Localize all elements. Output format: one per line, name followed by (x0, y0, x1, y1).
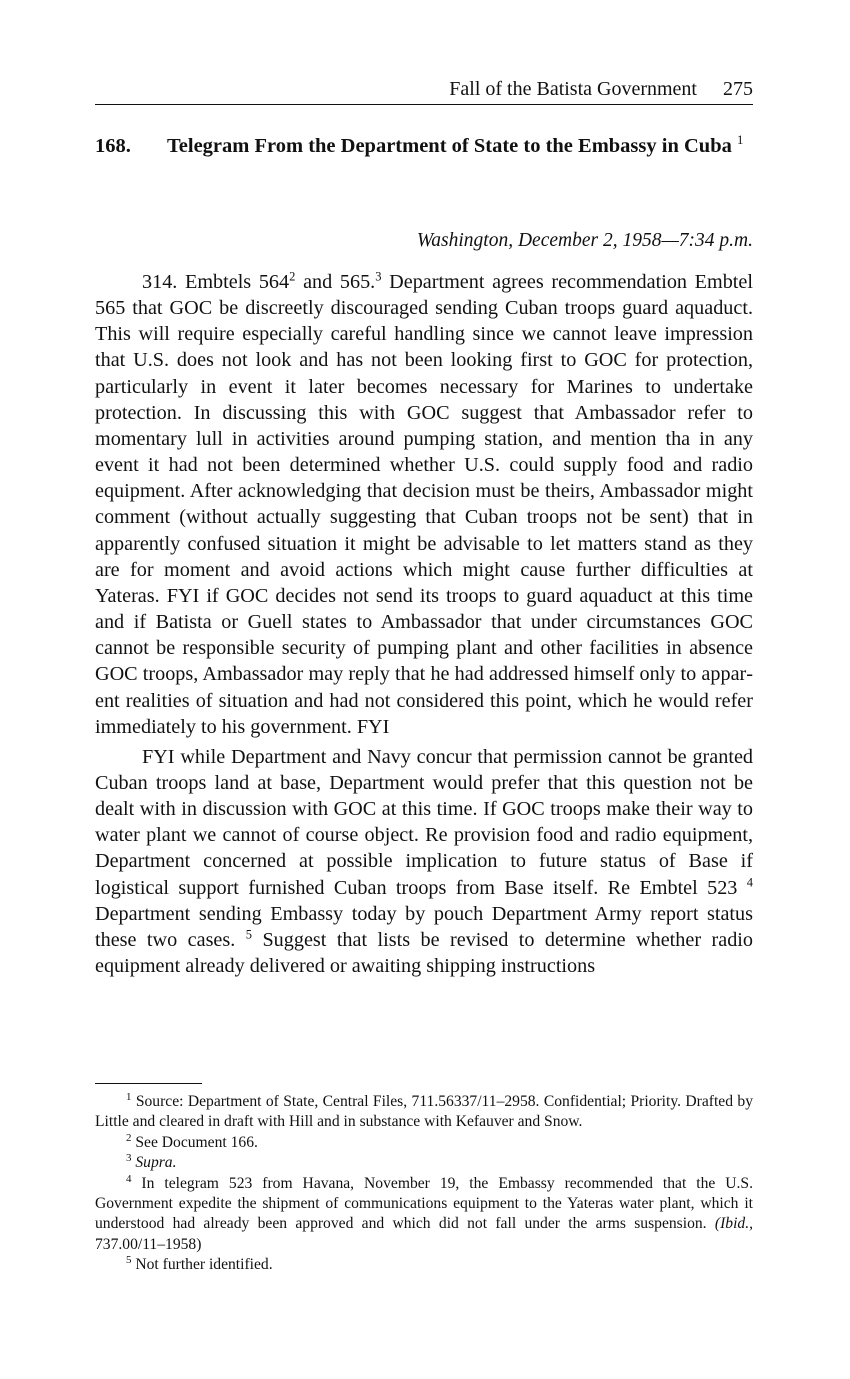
footnote-text: Supra. (131, 1154, 177, 1172)
footnote-ref: 4 (746, 874, 753, 889)
footnote-ref: 5 (245, 927, 252, 942)
footnote-ref: 1 (736, 133, 744, 148)
document-number: 168. (95, 135, 131, 157)
footnote-ref: 2 (289, 269, 296, 284)
paragraph-text: Department sending Embassy today by pouch Department Army report status these two cases. (95, 902, 753, 951)
footnote (95, 1092, 753, 1133)
footnote-divider (95, 1083, 202, 1084)
telegram-body (95, 269, 753, 979)
footnote-text: See Document 166. (131, 1133, 258, 1151)
paragraph-text: and 565. (295, 271, 376, 293)
footnote-text: Source: Department of State, Central Files, 711.56337/11–2958. Confidential; Priority. Drafted by Little and cleared in draft with Hill and in substance with Kefauver and Snow. (95, 1093, 753, 1131)
paragraph-text: FYI while Department and Navy concur that permission cannot be granted Cuban troops land at base, Department would prefer that this question not be dealt with in discussion with GOC at this time. If GOC troops make their way to water plant we cannot of course object. Re provision food and radio equipment, Department concerned at possible implication to future status of Base if logistical support furnished Cuban troops from Base itself. Re Embtel 523 (95, 745, 753, 899)
document-title (167, 133, 753, 159)
footnote-text: In telegram 523 from Havana, November 19, the Embassy recommended that the U.S. Government expedite the shipment of communications equipment to the Yateras water plant, which it understood had already been approved and which did not fall under the arms suspension. (95, 1174, 753, 1233)
footnotes (95, 1092, 753, 1276)
body-paragraph (95, 269, 753, 740)
footnote (95, 1133, 753, 1153)
paragraph-text: Suggest that lists be revised to determine whether radio equipment already delivered or awaiting shipping instructions (95, 928, 753, 978)
document-title-text: Telegram From the Department of State to the Embassy in Cuba (167, 135, 732, 157)
page-number: 275 (723, 78, 753, 100)
running-head (95, 78, 753, 105)
paragraph-text: 314. Embtels 564 (142, 271, 290, 293)
footnote-mark: 3 (126, 1152, 132, 1165)
footnote-mark: 4 (126, 1172, 132, 1185)
running-head-title: Fall of the Batista Government (449, 78, 697, 100)
footnote-mark: 1 (126, 1090, 132, 1103)
dateline: Washington, December 2, 1958—7:34 p.m. (416, 230, 753, 251)
footnote (95, 1174, 753, 1256)
paragraph-text: Department agrees recommendation Embtel 565 that GOC be discreetly discouraged sending Cuban troops guard aquaduct. This will require especially careful handling since we cannot leave impression that U.S. does not look and has not been looking first to GOC for protection, particularly in event it later becomes necessary for Marines to undertake protection. In discussing this with GOC suggest that Ambassador refer to momentary lull in activities around pumping station, and mention tha in any event it had not been determined whether U.S. could supply food and radio equipment. After acknowledging that decision must be theirs, Ambassador might comment (without actually suggesting that Cuban troops not be sent) that in apparently confused situation it might be advisable to let matters stand as they are for moment and avoid actions which might cause further difficulties at Yateras. FYI if GOC decides not send its troops to guard aquaduct at this time and if Batista or Guell states to Ambassador that under circumstances GOC cannot be responsible security of pumping plant and other facilities in absence GOC troops, Ambassador may reply that he had addressed himself only to apparent realities of situation and had not considered this point, which he would refer immediately to his government. FYI (95, 271, 753, 738)
footnote (95, 1153, 753, 1173)
footnote-mark: 2 (126, 1131, 132, 1144)
footnote-text: Not further identified. (131, 1256, 273, 1274)
body-paragraph (95, 744, 753, 979)
footnote-text: 737.00/11–1958) (95, 1235, 202, 1253)
footnote-ref: 3 (375, 269, 382, 284)
footnote (95, 1255, 753, 1275)
footnote-ibid: (Ibid., (714, 1215, 753, 1233)
footnote-mark: 5 (126, 1254, 132, 1267)
